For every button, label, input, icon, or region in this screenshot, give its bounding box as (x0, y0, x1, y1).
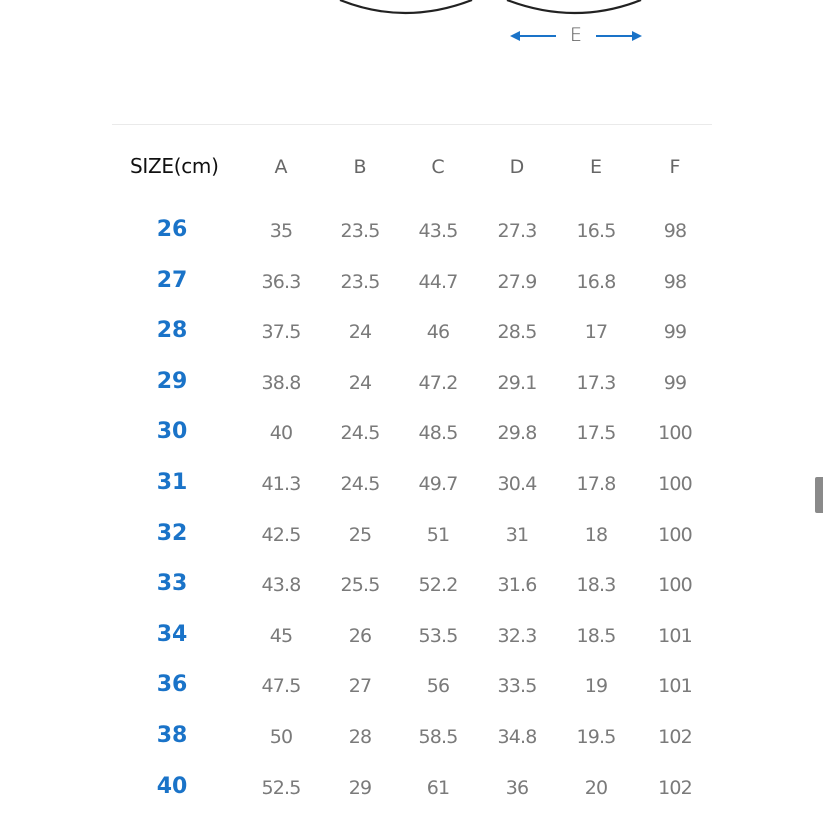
table-cell: 28 (348, 726, 372, 748)
table-cell: 18.3 (576, 574, 616, 597)
table-cell: 16.8 (576, 270, 616, 293)
table-cell: 29.8 (497, 422, 537, 445)
table-cell: 37.5 (261, 321, 301, 344)
table-cell: 46 (426, 321, 450, 344)
table-cell: 49.7 (418, 473, 458, 495)
size-value: 32 (156, 520, 188, 546)
size-value: 30 (156, 419, 188, 445)
table-cell: 53.5 (418, 624, 458, 647)
size-value: 27 (156, 267, 188, 293)
table-cell: 31 (505, 523, 529, 546)
table-cell: 48.5 (418, 422, 458, 445)
table-cell: 101 (658, 675, 692, 698)
column-header: A (274, 156, 288, 178)
size-value: 31 (156, 470, 188, 495)
table-cell: 20 (584, 776, 608, 799)
table-cell: 16.5 (576, 220, 616, 242)
table-cell: 18.5 (576, 624, 616, 647)
table-cell: 32.3 (497, 624, 537, 647)
size-header: SIZE(cm) (130, 154, 219, 178)
table-cell: 17.8 (576, 473, 616, 495)
table-cell: 36 (505, 776, 529, 799)
table-cell: 98 (663, 270, 687, 293)
table-cell: 100 (658, 473, 692, 495)
table-cell: 19.5 (576, 726, 616, 748)
table-cell: 27 (348, 675, 372, 698)
size-value: 38 (156, 723, 188, 748)
column-header: B (353, 156, 367, 178)
table-cell: 26 (348, 624, 372, 647)
size-value: 34 (156, 621, 188, 647)
table-cell: 36.3 (261, 270, 301, 293)
table-cell: 24 (348, 371, 372, 394)
table-cell: 100 (658, 422, 692, 445)
table-cell: 61 (426, 776, 450, 799)
table-cell: 23.5 (340, 270, 380, 293)
table-cell: 45 (269, 624, 293, 647)
table-cell: 25.5 (340, 574, 380, 597)
dimension-label: E (569, 24, 582, 46)
table-cell: 31.6 (497, 574, 537, 597)
table-cell: 18 (584, 523, 608, 546)
table-cell: 99 (663, 321, 687, 344)
table-cell: 17.5 (576, 422, 616, 445)
table-cell: 25 (348, 523, 372, 546)
table-cell: 47.5 (261, 675, 301, 698)
table-cell: 102 (658, 776, 692, 799)
table-cell: 23.5 (340, 220, 380, 242)
table-cell: 29.1 (497, 371, 537, 394)
table-cell: 33.5 (497, 675, 537, 698)
table-cell: 100 (658, 574, 692, 597)
table-cell: 51 (426, 523, 450, 546)
table-cell: 27.9 (497, 270, 537, 293)
table-cell: 17.3 (576, 371, 616, 394)
size-value: 28 (156, 318, 188, 344)
divider (112, 124, 712, 125)
table-cell: 24.5 (340, 422, 380, 445)
table-cell: 58.5 (418, 726, 458, 748)
table-cell: 35 (269, 220, 293, 242)
table-cell: 28.5 (497, 321, 537, 344)
column-header: D (509, 156, 525, 178)
table-cell: 56 (426, 675, 450, 698)
table-cell: 40 (269, 422, 293, 445)
table-cell: 43.5 (418, 220, 458, 242)
column-header: F (669, 156, 681, 178)
table-cell: 102 (658, 726, 692, 748)
table-cell: 47.2 (418, 371, 458, 394)
column-header: C (431, 156, 445, 178)
arrow-left-icon (510, 31, 556, 41)
table-cell: 30.4 (497, 473, 537, 495)
table-cell: 38.8 (261, 371, 301, 394)
table-cell: 24 (348, 321, 372, 344)
table-cell: 29 (348, 776, 372, 799)
size-value: 26 (156, 217, 188, 242)
column-header: E (589, 156, 603, 178)
garment-outline-icon (0, 0, 823, 60)
scrollbar-thumb[interactable] (815, 477, 823, 513)
table-cell: 98 (663, 220, 687, 242)
size-value: 29 (156, 368, 188, 394)
arrow-right-icon (596, 31, 642, 41)
table-cell: 52.2 (418, 574, 458, 597)
size-value: 36 (156, 672, 188, 698)
table-cell: 34.8 (497, 726, 537, 748)
table-cell: 99 (663, 371, 687, 394)
table-cell: 100 (658, 523, 692, 546)
table-cell: 27.3 (497, 220, 537, 242)
table-cell: 43.8 (261, 574, 301, 597)
table-cell: 41.3 (261, 473, 301, 495)
table-cell: 44.7 (418, 270, 458, 293)
garment-diagram (0, 0, 823, 60)
table-cell: 101 (658, 624, 692, 647)
size-value: 40 (156, 773, 188, 799)
table-cell: 24.5 (340, 473, 380, 495)
table-cell: 50 (269, 726, 293, 748)
table-cell: 17 (584, 321, 608, 344)
table-cell: 19 (584, 675, 608, 698)
table-cell: 42.5 (261, 523, 301, 546)
table-cell: 52.5 (261, 776, 301, 799)
size-value: 33 (156, 571, 188, 597)
